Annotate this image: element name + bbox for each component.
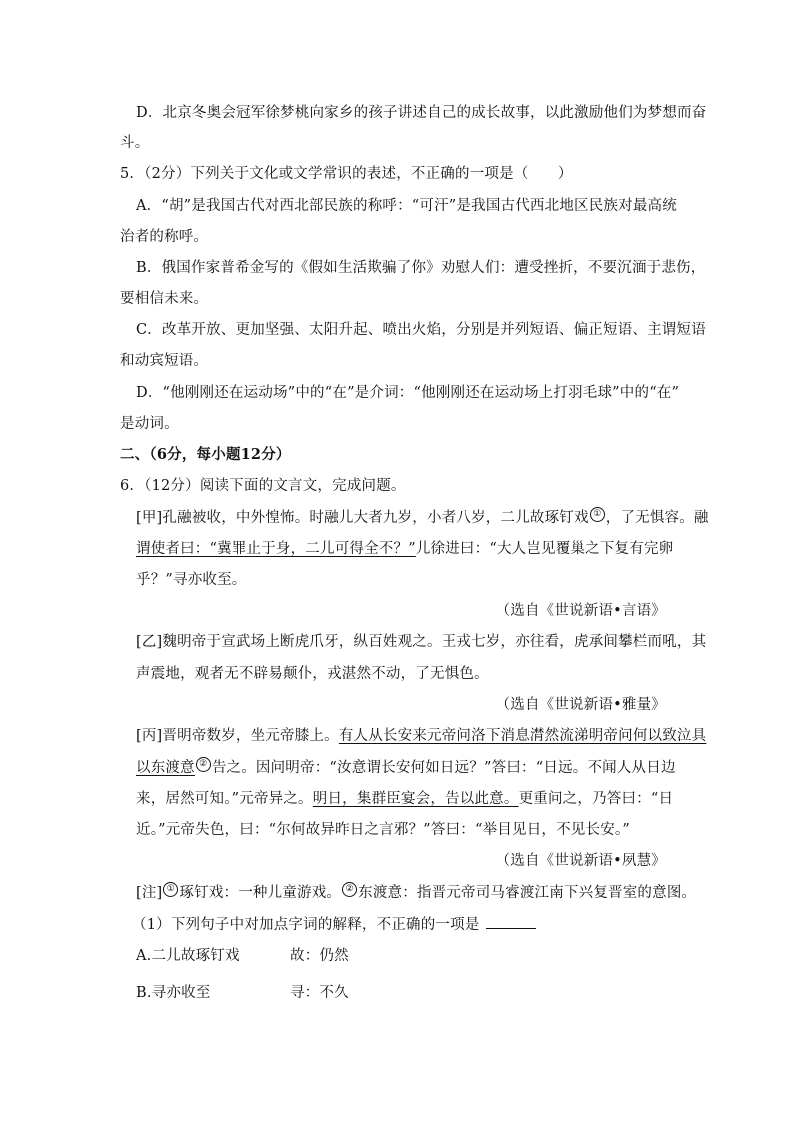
q5-option-a-line2: 治者的称呼。 [120,229,209,245]
passage-bing-text: 更重问之，乃答曰：“日 [518,791,674,807]
passage-bing-text: [丙]晋明帝数岁，坐元帝膝上。 [136,728,339,744]
answer-blank[interactable] [486,914,536,929]
underlined-sentence: 谓使者曰：“冀罪止于身，二儿可得全不？” [136,541,416,557]
passage-bing-text: 告之。因问明帝：“汝意谓长安何如日远？”答曰：“日远。不闻人从日边 [211,759,676,776]
sub1-option-b-sentence: B.寻亦收至 [136,985,211,1001]
q5-option-b-line1: B．俄国作家普希金写的《假如生活欺骗了你》劝慰人们：遭受挫折，不要沉湎于悲伤， [136,260,706,276]
option-d-line2: 斗。 [120,135,150,151]
notes-line [136,882,696,903]
q5-option-a-line1: A．“胡”是我国古代对西北部民族的称呼：“可汗”是我国古代西北地区民族对最高统 [136,198,677,214]
passage-bing-text: 来，居然可知。”元帝异之。 [136,791,313,807]
option-d-line1: D．北京冬奥会冠军徐梦桃向家乡的孩子讲述自己的成长故事，以此激励他们为梦想而奋 [136,105,707,121]
underlined-sentence: 有人从长安来元帝问洛下消息潸然流涕明帝问何以致泣具 [338,728,707,744]
q5-option-b-line2: 要相信未来。 [120,291,209,307]
q5-option-c-line2: 和动宾短语。 [120,353,209,369]
q5-option-c-line1: C．改革开放、更加坚强、太阳升起、喷出火焰，分别是并列短语、偏正短语、主谓短语 [136,322,706,338]
passage-bing-line3 [136,789,673,809]
passage-jia-text: [甲]孔融被收，中外惶怖。时融儿大者九岁，小者八岁，二儿故琢钉戏 [136,509,589,526]
note-1-marker: ① [163,882,178,897]
q5-option-d-line2: 是动词。 [120,416,179,432]
passage-bing-line2 [136,757,676,778]
question-5-stem: 5．（2分）下列关于文化或文学常识的表述，不正确的一项是（ ） [120,166,573,182]
sub1-option-b-gloss: 寻：不久 [290,985,349,1001]
question-6-stem: 6．（12分）阅读下面的文言文，完成问题。 [120,478,406,494]
source-citation-1: （选自《世说新语•言语》 [495,603,666,619]
sub1-option-a-gloss: 故：仍然 [290,948,349,964]
sub1-option-a-sentence: A.二儿故琢钉戏 [136,948,240,964]
passage-jia-text: ，了无惧容。融 [605,509,709,526]
passage-jia-line2 [136,539,673,559]
note-1-marker: ① [590,507,605,522]
note-1-text: 琢钉戏：一种儿童游戏。 [179,884,342,901]
underlined-sentence: 以东渡意 [136,759,195,776]
note-2-marker: ② [342,882,357,897]
q5-option-d-line1: D．“他刚刚还在运动场”中的“在”是介词：“他刚刚还在运动场上打羽毛球”中的“在” [136,385,680,401]
passage-yi-line1: [乙]魏明帝于宣武场上断虎爪牙，纵百姓观之。王戎七岁，亦往看，虎承间攀栏而吼，其 [136,634,707,650]
passage-bing-line1 [136,726,706,746]
underlined-sentence: 明日，集群臣宴会，告以此意。 [312,791,519,807]
subquestion-1-text: （1）下列句子中对加点字词的解释，不正确的一项是 [132,917,480,933]
subquestion-1 [132,914,536,935]
note-2-marker: ② [196,757,211,772]
notes-label: [注] [136,884,163,901]
passage-jia-line3: 乎？”寻亦收至。 [136,572,247,588]
passage-yi-line2: 声震地，观者无不辟易颠仆，戎湛然不动，了无惧色。 [136,666,489,682]
section-2-heading: 二、（6分，每小题12分） [120,446,291,463]
passage-jia-text: 儿徐进曰：“大人岂见覆巢之下复有完卵 [415,541,674,557]
note-2-text: 东渡意：指晋元帝司马睿渡江南下兴复晋室的意图。 [358,884,697,901]
passage-bing-line4: 近。”元帝失色，曰：“尔何故异昨日之言邪？”答曰：“举目见日，不见长安。” [136,822,630,838]
source-citation-3: （选自《世说新语•夙慧》 [495,853,666,869]
passage-jia-line1 [136,507,709,528]
source-citation-2: （选自《世说新语•雅量》 [495,697,666,713]
